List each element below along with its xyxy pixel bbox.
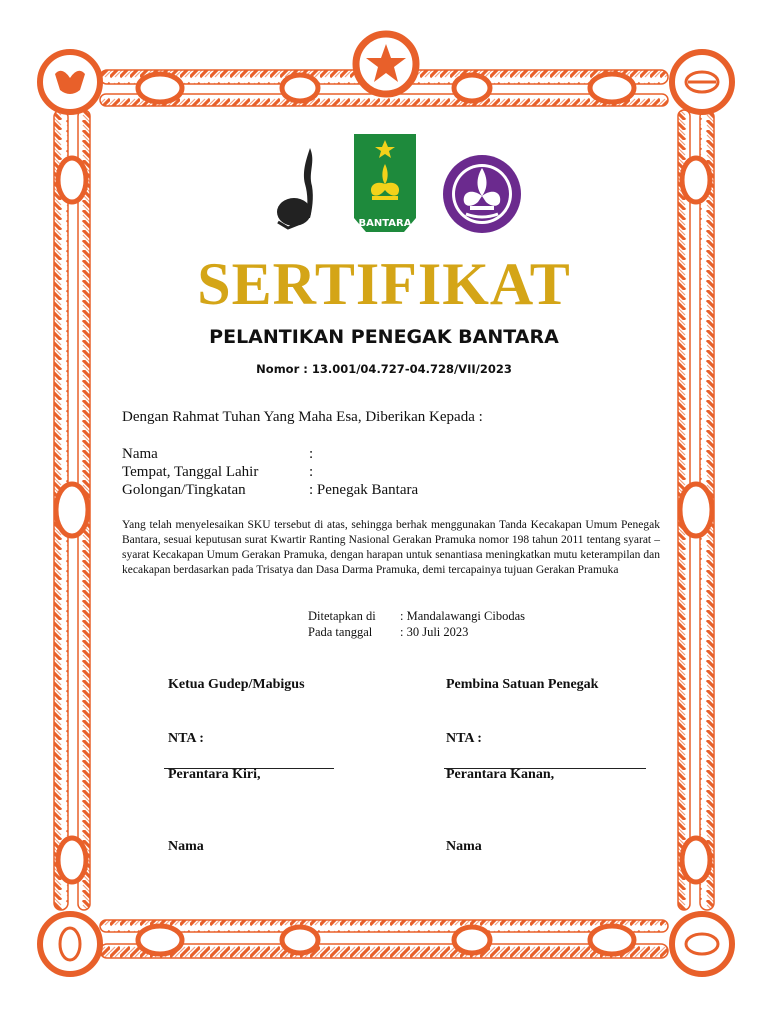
sig-left-nta: NTA :: [168, 731, 204, 746]
sig-left-witness: Perantara Kiri,: [168, 767, 261, 782]
tunas-kelapa-icon: [272, 146, 322, 230]
bantara-badge-icon: [352, 132, 418, 234]
field-value-ttl: :: [309, 464, 314, 480]
issued-place-label: Ditetapkan di: [308, 609, 376, 623]
wosm-emblem-icon: [442, 154, 522, 234]
issued-date-label: Pada tanggal: [308, 625, 373, 639]
field-label-ttl: Tempat, Tanggal Lahir: [122, 464, 259, 480]
certificate-number: Nomor : 13.001/04.727-04.728/VII/2023: [256, 362, 512, 376]
corner-top-left-ornament: [40, 52, 100, 112]
intro-text: Dengan Rahmat Tuhan Yang Maha Esa, Diberikan Kepada :: [122, 409, 483, 425]
bantara-badge-label: BANTARA: [358, 218, 412, 229]
sig-right-title: Pembina Satuan Penegak: [446, 677, 599, 692]
certificate-subtitle: PELANTIKAN PENEGAK BANTARA: [209, 326, 559, 348]
sig-left-name: Nama: [168, 839, 204, 854]
field-label-golongan: Golongan/Tingkatan: [122, 482, 246, 498]
certificate-title: SERTIFIKAT: [197, 251, 571, 317]
issued-place-value: : Mandalawangi Cibodas: [400, 609, 525, 623]
sig-right-nta: NTA :: [446, 731, 482, 746]
sig-left-title: Ketua Gudep/Mabigus: [168, 677, 305, 692]
issued-date-value: : 30 Juli 2023: [400, 625, 469, 639]
corner-bottom-right-ornament: [672, 914, 732, 974]
field-value-golongan: : Penegak Bantara: [309, 482, 419, 498]
sig-right-name: Nama: [446, 839, 482, 854]
sig-right-witness: Perantara Kanan,: [446, 767, 555, 782]
field-value-nama: :: [309, 446, 314, 462]
corner-top-right-ornament: [672, 52, 732, 112]
field-label-nama: Nama: [122, 446, 158, 462]
rope-bottom: [100, 920, 668, 958]
star-ornament: [356, 34, 416, 94]
body-paragraph: Yang telah menyelesaikan SKU tersebut di atas, sehingga berhak menggunakan Tanda Kecakapan Umum Penegak Bantara, sesuai keputusan surat Kwartir Ranting Nasional Gerakan Pramuka nomor 198 tahun 2011 tentang syarat – syarat Kecakapan Umum Gerakan Pramuka, dengan harapan untuk senantiasa meningkatkan mutu keterampilan dan kecakapan berdasarkan pada Trisatya dan Dasa Darma Pramuka, demi tercapainya tujuan Gerakan Pramuka: [122, 519, 660, 576]
corner-bottom-left-ornament: [40, 914, 100, 974]
